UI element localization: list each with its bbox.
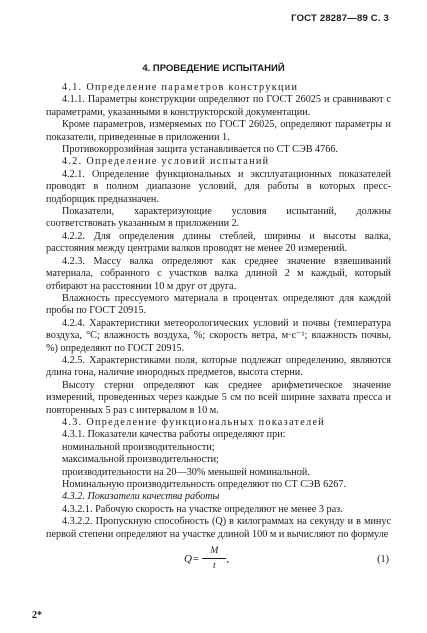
formula-denominator: t [213,561,216,572]
paragraph-4-2-1: 4.2.1. Определение функциональных и эксплуатационных показателей проводят в полном диапазоне условий, для работы в которых пресс-подборщик предназначен. [46,168,391,205]
paragraph-4-1-1: 4.1.1. Параметры конструкции определяют по ГОСТ 26025 и сравнивают с параметрами, указанными в конструкторской документации. [46,94,391,118]
paragraph-4-2-2: 4.2.2. Для определения длины стеблей, ширины и высоты валка, расстояния между центрами валков проводят не менее 20 измерений. [46,230,391,255]
paragraph-4-3-1: 4.3.1. Показатели качества работы определяют при: [62,429,286,441]
body-text [46,82,391,579]
paragraph-corrosion: Противокоррозийная защита устанавливается по СТ СЭВ 4766. [62,144,338,156]
section-title: 4. ПРОВЕДЕНИЕ ИСПЫТАНИЙ [142,63,285,74]
formula [184,545,229,573]
running-head: ГОСТ 28287—89 С. 3 [291,13,389,24]
paragraph-humidity: Влажность прессуемого материала в процентах определяют для каждой пробы по ГОСТ 20915. [46,292,391,317]
paragraph-parameters: Кроме параметров, измеряемых по ГОСТ 26025, определяют параметры и показатели, приведенные в приложении 1. [46,119,391,143]
formula-equals: = [191,552,200,565]
paragraph-4-2-3: 4.2.3. Массу валка определяют как среднее значение взвешиваний материала, собранного с участков валка длиной 2 м каждый, который отбирают на расстоянии 10 м друг от друга. [46,255,391,292]
list-item-reduced: производительности на 20—30% меньшей номинальной. [62,466,310,478]
paragraph-4-2-5: 4.2.5. Характеристиками поля, которые подлежат определению, являются длина гона, наличие инородных предметов, высота стерни. [46,354,391,379]
paragraph-stubble: Высоту стерни определяют как среднее арифметическое значение измерений, проведенных через каждые 5 см по всей ширине захвата пресса и повторенных 5 раз с интервалом в 10 м. [46,379,391,416]
paragraph-4-3-2-1: 4.3.2.1. Рабочую скорость на участке определяют не менее 3 раз. [62,503,343,515]
subsection-heading-4-3-2: 4.3.2. Показатели качества работы [62,491,220,503]
subsection-heading-4-1: 4.1. Определение параметров конструкции [62,82,299,93]
list-item-maximum: максимальной производительности; [62,454,219,466]
formula-lhs: Q [184,552,192,565]
formula-number: (1) [377,554,389,566]
subsection-heading-4-2: 4.2. Определение условий испытаний [62,156,270,168]
paragraph-4-2-4: 4.2.4. Характеристики метеорологических условий и почвы (температура воздуха, °С; влажность воздуха, %; скорость ветра, м·с⁻¹; влажность почвы, %) определяют по ГОСТ 20915. [46,317,391,354]
formula-numerator: M [202,545,226,559]
paragraph-4-3-2-2: 4.3.2.2. Пропускную способность (Q) в килограммах на секунду и в минус первой степени определяют на участке длиной 100 м и вычисляют по формуле [46,516,391,540]
paragraph-conditions: Показатели, характеризующие условия испытаний, должны соответствовать указанным в приложении 2. [46,206,391,230]
formula-row [46,543,391,579]
list-item-nominal: номинальной производительности; [62,441,215,453]
formula-comma: , [226,552,230,565]
formula-fraction [202,545,226,573]
paragraph-nominal: Номинальную производительность определяют по СТ СЭВ 6267. [62,479,347,490]
subsection-heading-4-3: 4.3. Определение функциональных показателей [62,416,326,428]
page-mark: 2* [32,610,42,621]
